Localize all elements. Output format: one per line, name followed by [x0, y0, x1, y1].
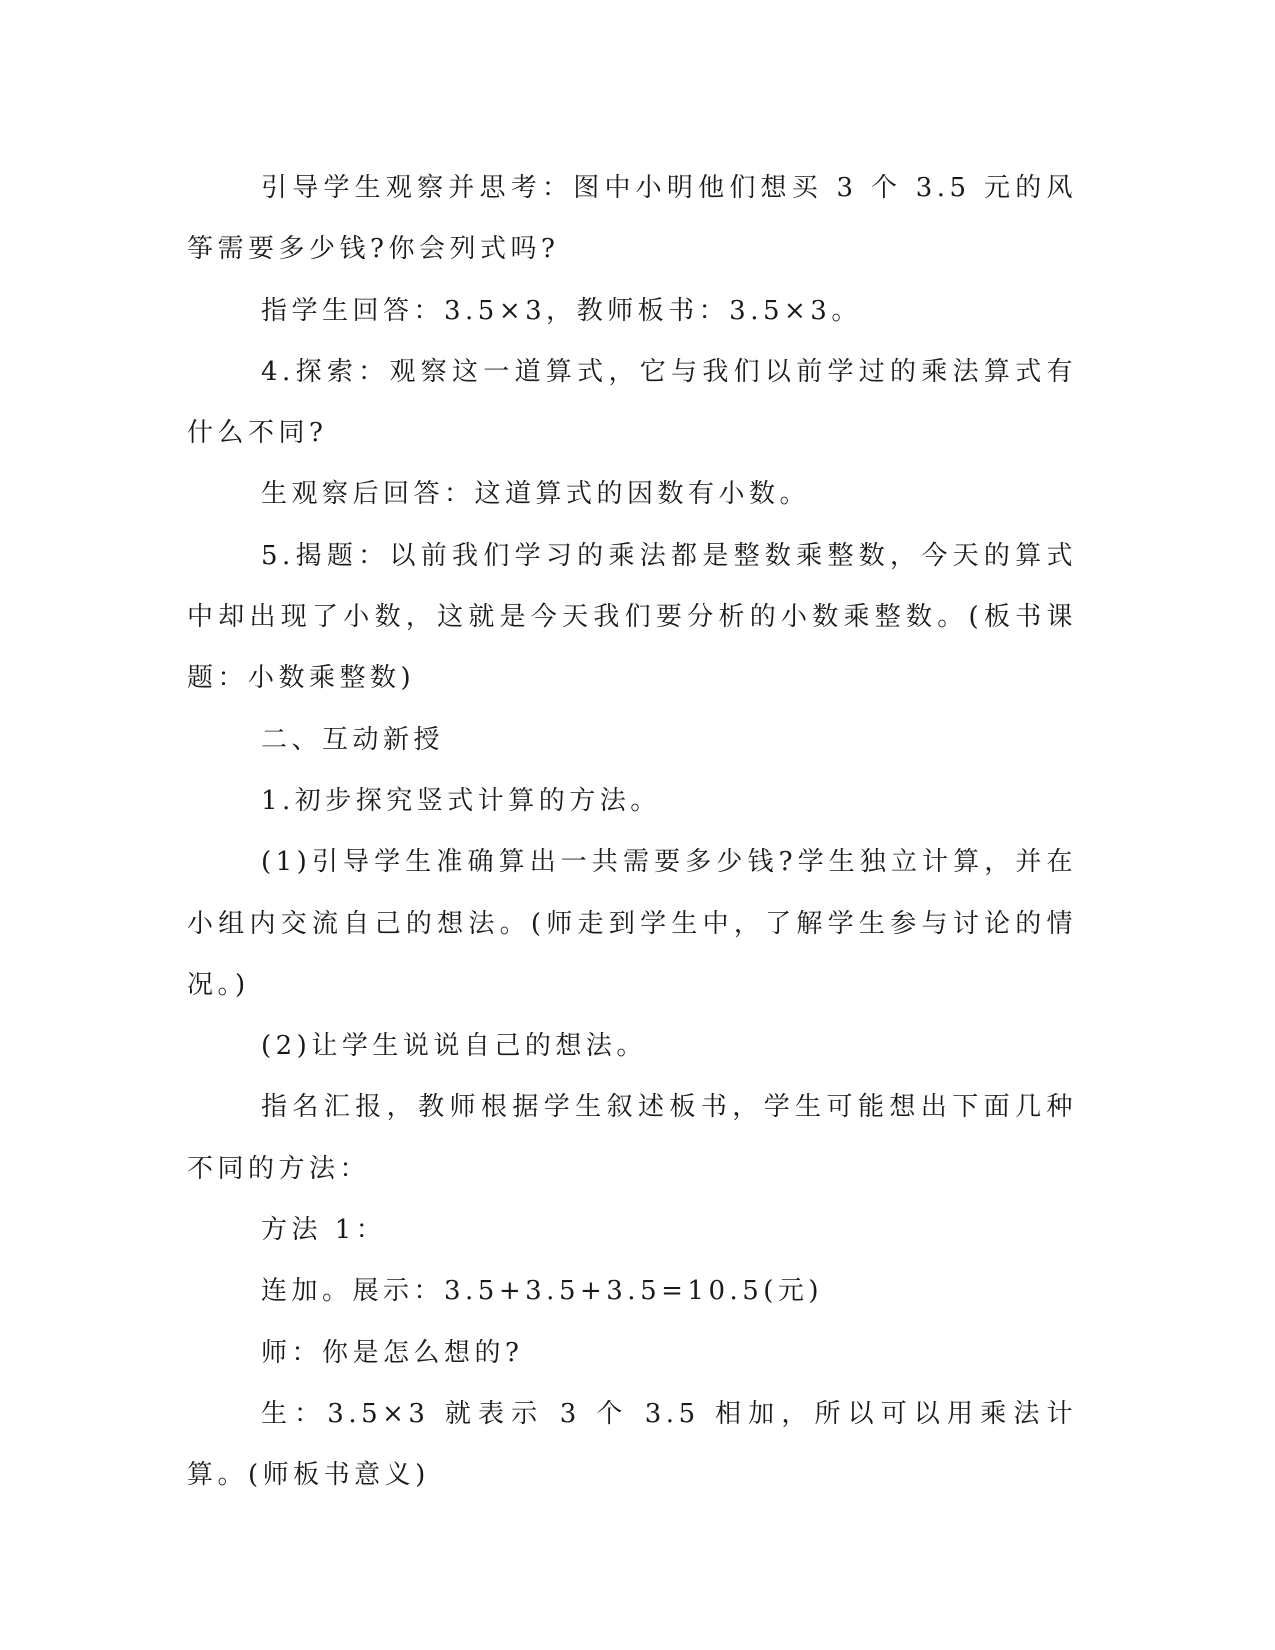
paragraph: 指名汇报，教师根据学生叙述板书，学生可能想出下面几种不同的方法：: [187, 1092, 1077, 1184]
paragraph: 4.探索：观察这一道算式，它与我们以前学过的乘法算式有什么不同?: [187, 356, 1077, 449]
paragraph: 5.揭题：以前我们学习的乘法都是整数乘整数，今天的算式中却出现了小数，这就是今天我们要分析的小数乘整数。(板书课题：小数乘整数): [187, 540, 1077, 694]
paragraph: 1.初步探究竖式计算的方法。: [261, 785, 661, 816]
section-heading: 二、互动新授: [261, 724, 445, 755]
paragraph: 方法 1：: [261, 1215, 387, 1246]
paragraph: 连加。展示：3.5+3.5+3.5=10.5(元): [261, 1276, 824, 1307]
paragraph: 指学生回答：3.5×3，教师板书：3.5×3。: [261, 295, 862, 326]
paragraph: 生观察后回答：这道算式的因数有小数。: [261, 479, 811, 510]
paragraph: (2)让学生说说自己的想法。: [261, 1031, 647, 1062]
document-body: [187, 158, 1077, 1507]
paragraph: 生：3.5×3 就表示 3 个 3.5 相加，所以可以用乘法计算。(师板书意义): [187, 1398, 1077, 1491]
paragraph: 引导学生观察并思考：图中小明他们想买 3 个 3.5 元的风筝需要多少钱?你会列式吗?: [187, 173, 1077, 265]
paragraph: 师：你是怎么想的?: [261, 1337, 524, 1368]
paragraph: (1)引导学生准确算出一共需要多少钱?学生独立计算，并在小组内交流自己的想法。(师走到学生中，了解学生参与讨论的情况。): [187, 847, 1077, 1000]
